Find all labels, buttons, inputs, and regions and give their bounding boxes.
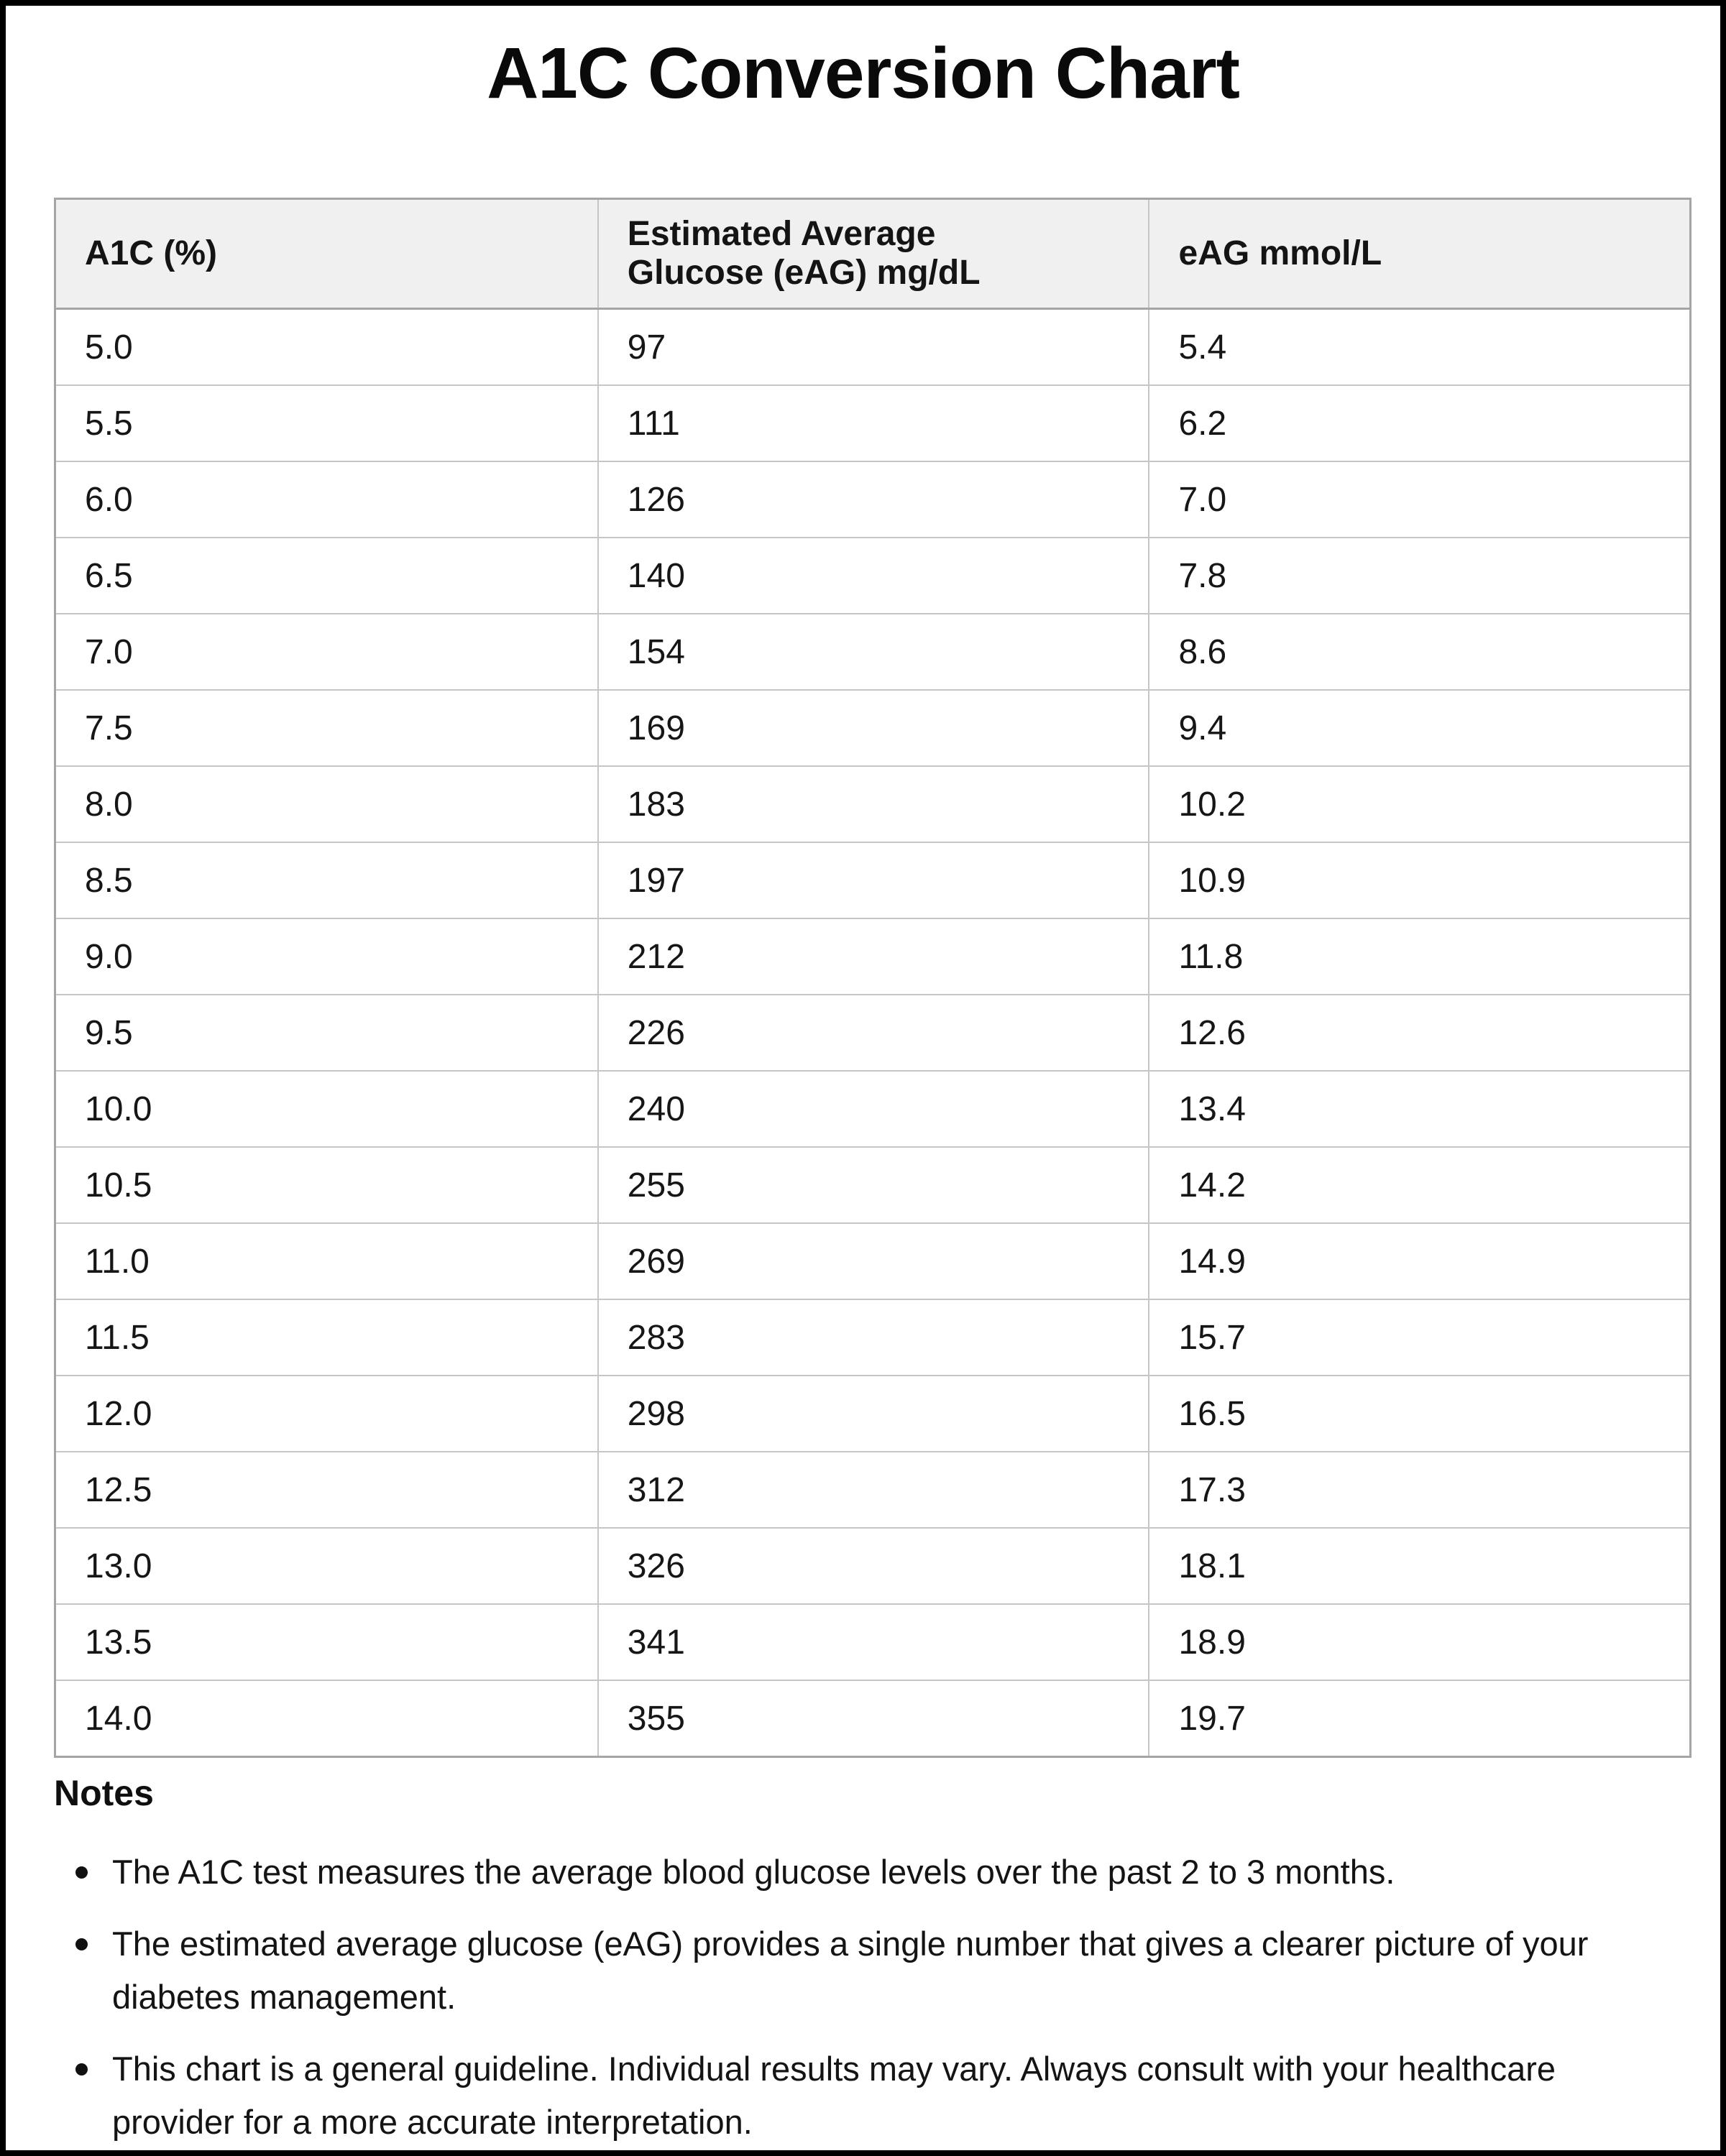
table-row [55,385,1691,461]
table-cell: 9.0 [55,918,598,995]
table-cell: 197 [598,842,1149,918]
table-cell: 11.5 [55,1299,598,1376]
table-cell: 312 [598,1452,1149,1528]
table-cell: 298 [598,1376,1149,1452]
table-cell: 7.8 [1149,538,1690,614]
header-cell-label: A1C (%) [85,234,218,273]
table-cell: 255 [598,1147,1149,1223]
conversion-table [54,198,1691,1758]
header-cell [55,199,598,309]
table-cell: 13.5 [55,1604,598,1680]
table-cell: 5.0 [55,309,598,386]
table-cell: 10.0 [55,1071,598,1147]
note-item: The A1C test measures the average blood glucose levels over the past 2 to 3 months. [54,1846,1592,1899]
table-cell: 326 [598,1528,1149,1604]
table-cell: 97 [598,309,1149,386]
table-cell: 183 [598,766,1149,842]
table-cell: 10.9 [1149,842,1690,918]
notes-list [54,1846,1592,2149]
table-row [55,995,1691,1071]
table-row [55,1680,1691,1757]
table-cell: 18.9 [1149,1604,1690,1680]
table-cell: 15.7 [1149,1299,1690,1376]
table-cell: 341 [598,1604,1149,1680]
table-cell: 6.0 [55,461,598,538]
table-cell: 12.5 [55,1452,598,1528]
table-cell: 154 [598,614,1149,690]
table-cell: 111 [598,385,1149,461]
table-cell: 6.2 [1149,385,1690,461]
table-row [55,461,1691,538]
table-cell: 12.6 [1149,995,1690,1071]
table-cell: 14.0 [55,1680,598,1757]
table-cell: 5.4 [1149,309,1690,386]
table-cell: 6.5 [55,538,598,614]
table-cell: 14.9 [1149,1223,1690,1299]
header-cell-label: eAG mmol/L [1178,234,1382,273]
note-item: This chart is a general guideline. Individual results may vary. Always consult with your healthcare provider for a more accurate interpretation. [54,2042,1592,2149]
table-row [55,1604,1691,1680]
header-cell [1149,199,1690,309]
table-row [55,1147,1691,1223]
table-cell: 8.6 [1149,614,1690,690]
table-cell: 7.5 [55,690,598,766]
table-cell: 12.0 [55,1376,598,1452]
table-row [55,309,1691,386]
table-cell: 10.2 [1149,766,1690,842]
header-cell-label: Estimated Average Glucose (eAG) mg/dL [627,215,981,292]
table-cell: 17.3 [1149,1452,1690,1528]
conversion-table-container [54,198,1691,1758]
table-row [55,1376,1691,1452]
table-cell: 11.0 [55,1223,598,1299]
table-row [55,1299,1691,1376]
table-cell: 355 [598,1680,1149,1757]
table-cell: 212 [598,918,1149,995]
table-cell: 226 [598,995,1149,1071]
table-cell: 140 [598,538,1149,614]
table-cell: 169 [598,690,1149,766]
table-cell: 10.5 [55,1147,598,1223]
table-row [55,614,1691,690]
table-row [55,842,1691,918]
table-cell: 13.4 [1149,1071,1690,1147]
table-cell: 126 [598,461,1149,538]
table-cell: 8.0 [55,766,598,842]
table-cell: 5.5 [55,385,598,461]
table-row [55,538,1691,614]
table-row [55,690,1691,766]
header-cell [598,199,1149,309]
table-header-row [55,199,1691,309]
note-item: The estimated average glucose (eAG) provides a single number that gives a clearer picture of your diabetes management. [54,1917,1592,2024]
table-cell: 19.7 [1149,1680,1690,1757]
page-title: A1C Conversion Chart [487,33,1239,114]
table-row [55,1452,1691,1528]
table-cell: 18.1 [1149,1528,1690,1604]
table-cell: 7.0 [1149,461,1690,538]
table-row [55,918,1691,995]
table-row [55,1223,1691,1299]
table-cell: 283 [598,1299,1149,1376]
table-cell: 7.0 [55,614,598,690]
table-cell: 8.5 [55,842,598,918]
table-body [55,309,1691,1757]
table-cell: 16.5 [1149,1376,1690,1452]
table-cell: 9.4 [1149,690,1690,766]
table-cell: 240 [598,1071,1149,1147]
table-cell: 11.8 [1149,918,1690,995]
table-row [55,1528,1691,1604]
table-cell: 13.0 [55,1528,598,1604]
notes-heading: Notes [54,1773,154,1813]
notes-section [54,1770,1686,2156]
table-row [55,766,1691,842]
table-cell: 9.5 [55,995,598,1071]
table-cell: 14.2 [1149,1147,1690,1223]
table-cell: 269 [598,1223,1149,1299]
table-row [55,1071,1691,1147]
